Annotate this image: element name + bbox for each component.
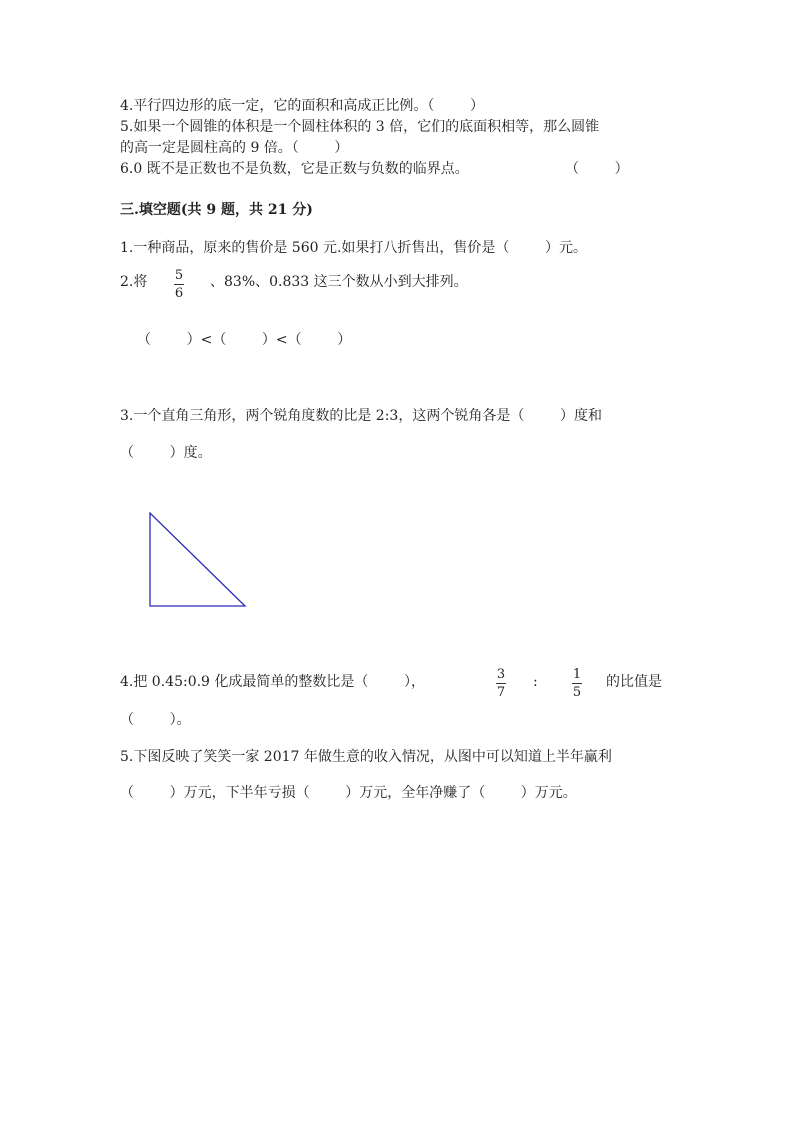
judgement-q6: 6.0 既不是正数也不是负数，它是正数与负数的临界点。 bbox=[120, 161, 469, 177]
fraction-1-5 bbox=[572, 667, 582, 700]
right-triangle-figure bbox=[145, 508, 255, 618]
fraction-denominator: 6 bbox=[174, 286, 184, 301]
fill-q3-line2: （ ）度。 bbox=[120, 445, 212, 461]
fraction-bar bbox=[572, 683, 582, 684]
fraction-denominator: 5 bbox=[572, 685, 582, 700]
fraction-3-7 bbox=[496, 667, 506, 700]
judgement-q5-line1: 5.如果一个圆锥的体积是一个圆柱体积的 3 倍，它们的底面积相等，那么圆锥 bbox=[120, 119, 600, 135]
fill-q2-answer: （ ）<（ ）<（ ） bbox=[137, 332, 352, 348]
fill-q4-suffix: 的比值是 bbox=[606, 674, 662, 690]
judgement-q5-line2: 的高一定是圆柱高的 9 倍。（ ） bbox=[120, 140, 349, 156]
judgement-q4: 4.平行四边形的底一定，它的面积和高成正比例。（ ） bbox=[120, 98, 484, 114]
fraction-numerator: 5 bbox=[174, 268, 184, 283]
section-heading: 三.填空题(共 9 题，共 21 分) bbox=[120, 202, 313, 218]
fraction-5-6 bbox=[174, 268, 184, 301]
judgement-q6-answer-paren: （ ） bbox=[565, 161, 629, 177]
right-triangle bbox=[150, 513, 245, 606]
fill-q3-line1: 3.一个直角三角形，两个锐角度数的比是 2:3，这两个锐角各是（ ）度和 bbox=[120, 408, 602, 424]
fill-q1: 1.一种商品，原来的售价是 560 元.如果打八折售出，售价是（ ）元。 bbox=[120, 240, 588, 256]
fill-q4-line2: （ ）。 bbox=[120, 712, 191, 728]
fraction-bar bbox=[174, 284, 184, 285]
fill-q4-prefix: 4.把 0.45:0.9 化成最简单的整数比是（ ）， bbox=[120, 674, 426, 690]
ratio-colon: : bbox=[533, 674, 538, 690]
fraction-numerator: 1 bbox=[572, 667, 582, 682]
fill-q5-line1: 5.下图反映了笑笑一家 2017 年做生意的收入情况，从图中可以知道上半年赢利 bbox=[120, 749, 612, 765]
fill-q5-line2: （ ）万元，下半年亏损（ ）万元，全年净赚了（ ）万元。 bbox=[120, 785, 577, 801]
fraction-denominator: 7 bbox=[496, 685, 506, 700]
fraction-bar bbox=[496, 683, 506, 684]
fill-q2-suffix: 、83%、0.833 这三个数从小到大排列。 bbox=[210, 274, 468, 290]
fill-q2-prefix: 2.将 bbox=[120, 274, 148, 290]
fraction-numerator: 3 bbox=[496, 667, 506, 682]
